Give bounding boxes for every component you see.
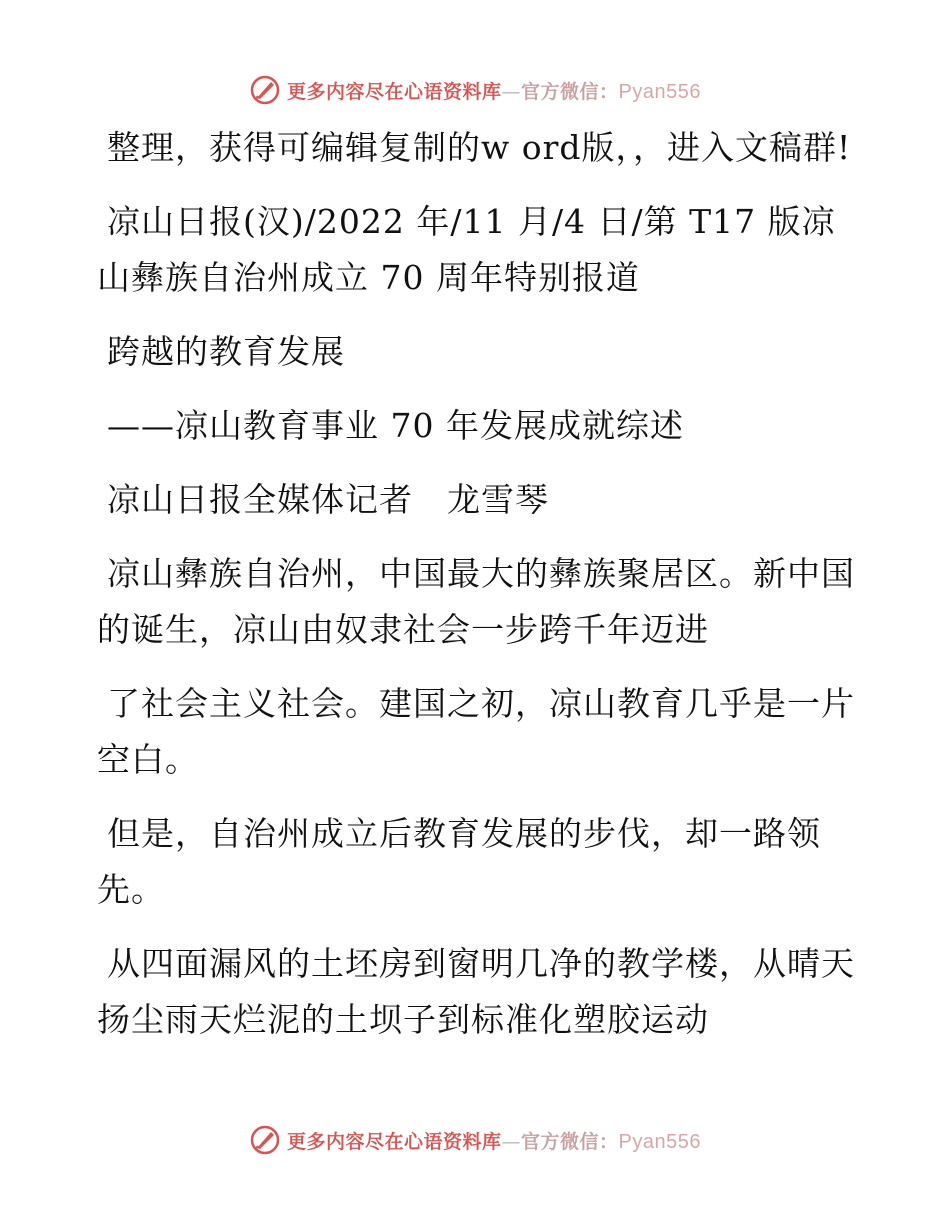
watermark-text <box>287 1127 701 1154</box>
quill-logo-icon <box>249 74 281 106</box>
watermark-label: 官方微信： <box>521 1130 619 1153</box>
paragraph <box>97 194 857 306</box>
paragraph-text: ——凉山教育事业 70 年发展成就综述 <box>107 406 684 445</box>
paragraph <box>97 806 857 918</box>
paragraph <box>97 324 857 380</box>
watermark-footer <box>0 1120 950 1160</box>
document-body <box>97 120 857 1066</box>
paragraph <box>97 398 857 454</box>
paragraph <box>97 472 857 528</box>
paragraph-text: 了社会主义社会。建国之初，凉山教育几乎是一片空白。 <box>97 684 855 779</box>
watermark-id: Pyan556 <box>618 1130 701 1153</box>
quill-logo-icon <box>249 1124 281 1156</box>
watermark-label: 官方微信： <box>521 80 619 103</box>
paragraph <box>97 546 857 658</box>
paragraph-text: 整理，获得可编辑复制的w ord版，，进入文稿群! <box>107 128 852 167</box>
paragraph <box>97 936 857 1048</box>
watermark-dash: — <box>501 80 522 103</box>
paragraph-text: 从四面漏风的土坯房到窗明几净的教学楼，从晴天扬尘雨天烂泥的土坝子到标准化塑胶运动 <box>97 944 855 1039</box>
paragraph-text: 跨越的教育发展 <box>107 332 345 371</box>
paragraph <box>97 120 857 176</box>
paragraph-text: 凉山日报(汉)/2022 年/11 月/4 日/第 T17 版凉山彝族自治州成立 70 周年特别报道 <box>97 202 836 297</box>
watermark-dash: — <box>501 1130 522 1153</box>
paragraph-text: 但是，自治州成立后教育发展的步伐，却一路领先。 <box>97 814 821 909</box>
watermark-text <box>287 77 701 104</box>
watermark-header <box>0 70 950 110</box>
watermark-main: 更多内容尽在心语资料库 <box>287 1130 502 1153</box>
paragraph <box>97 676 857 788</box>
watermark-main: 更多内容尽在心语资料库 <box>287 80 502 103</box>
watermark-id: Pyan556 <box>618 80 701 103</box>
paragraph-text: 凉山日报全媒体记者 龙雪琴 <box>107 480 549 519</box>
paragraph-text: 凉山彝族自治州，中国最大的彝族聚居区。新中国的诞生，凉山由奴隶社会一步跨千年迈进 <box>97 554 855 649</box>
